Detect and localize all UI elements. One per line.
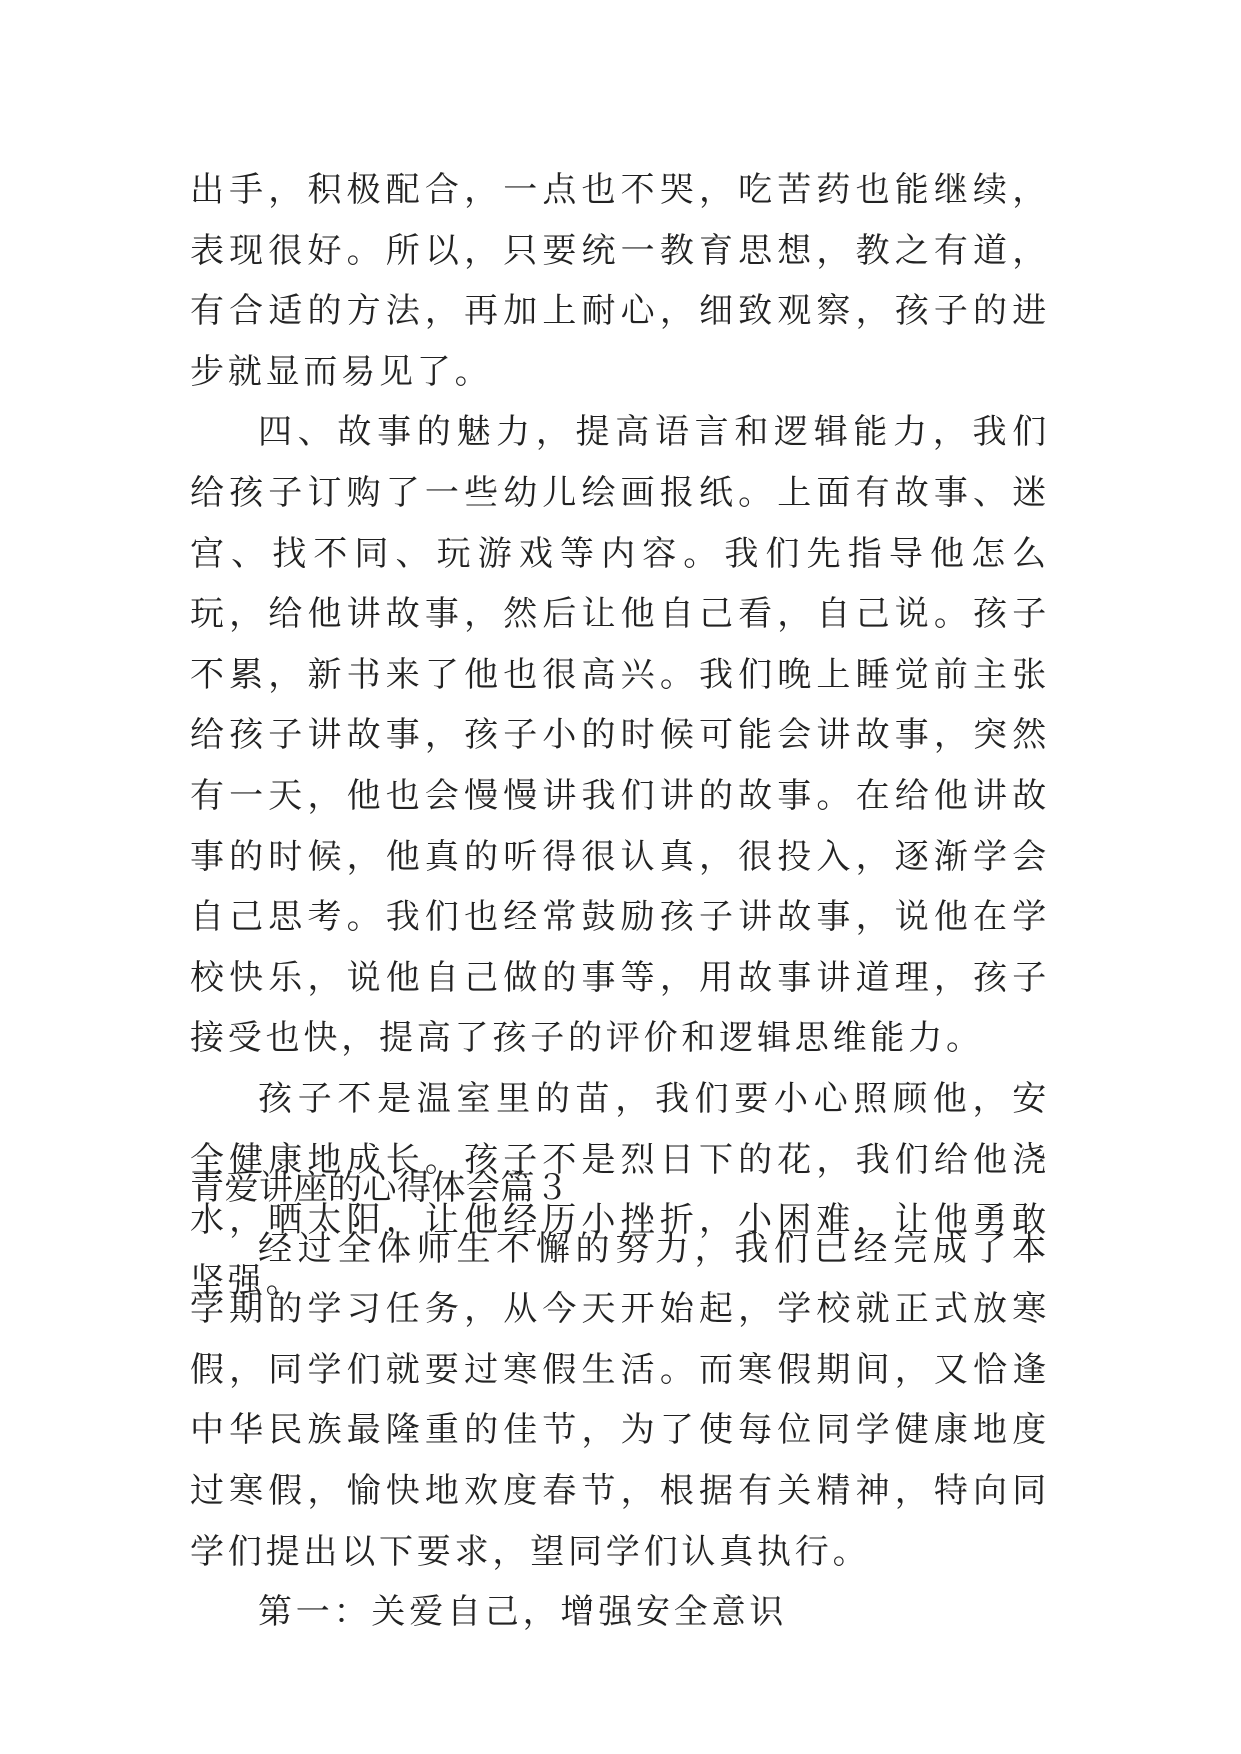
paragraph-first-point: 第一：关爱自己，增强安全意识 [258, 1592, 788, 1633]
paragraph-winter-break: 经过全体师生不懈的努力，我们已经完成了本学期的学习任务，从今天开始起，学校就正式放寒假，同学们就要过寒假生活。而寒假期间，又恰逢中华民族最隆重的佳节，为了使每位同学健康地度过寒假，愉快地欢度春节，根据有关精神，特向同学们提出以下要求，望同学们认真执行。 [190, 1228, 1050, 1572]
section-heading: 青爱讲座的心得体会篇３ [190, 1168, 570, 1208]
paragraph-continuation: 出手，积极配合，一点也不哭，吃苦药也能继续，表现很好。所以，只要统一教育思想，教之有道，有合适的方法，再加上耐心，细致观察，孩子的进步就显而易见了。 [190, 170, 1050, 392]
body-text-top [190, 160, 1050, 1311]
paragraph-conclusion: 孩子不是温室里的苗，我们要小心照顾他，安全健康地成长。孩子不是烈日下的花，我们给他浇水，晒太阳，让他经历小挫折，小困难，让他勇敢坚强。 [190, 1078, 1050, 1301]
body-text-section [190, 1158, 1050, 1643]
paragraph-story-power: 四、故事的魅力，提高语言和逻辑能力，我们给孩子订购了一些幼儿绘画报纸。上面有故事、迷宫、找不同、玩游戏等内容。我们先指导他怎么玩，给他讲故事，然后让他自己看，自己说。孩子不累，新书来了他也很高兴。我们晚上睡觉前主张给孩子讲故事，孩子小的时候可能会讲故事，突然有一天，他也会慢慢讲我们讲的故事。在给他讲故事的时候，他真的听得很认真，很投入，逐渐学会自己思考。我们也经常鼓励孩子讲故事，说他在学校快乐，说他自己做的事等，用故事讲道理，孩子接受也快，提高了孩子的评价和逻辑思维能力。 [190, 412, 1050, 1059]
